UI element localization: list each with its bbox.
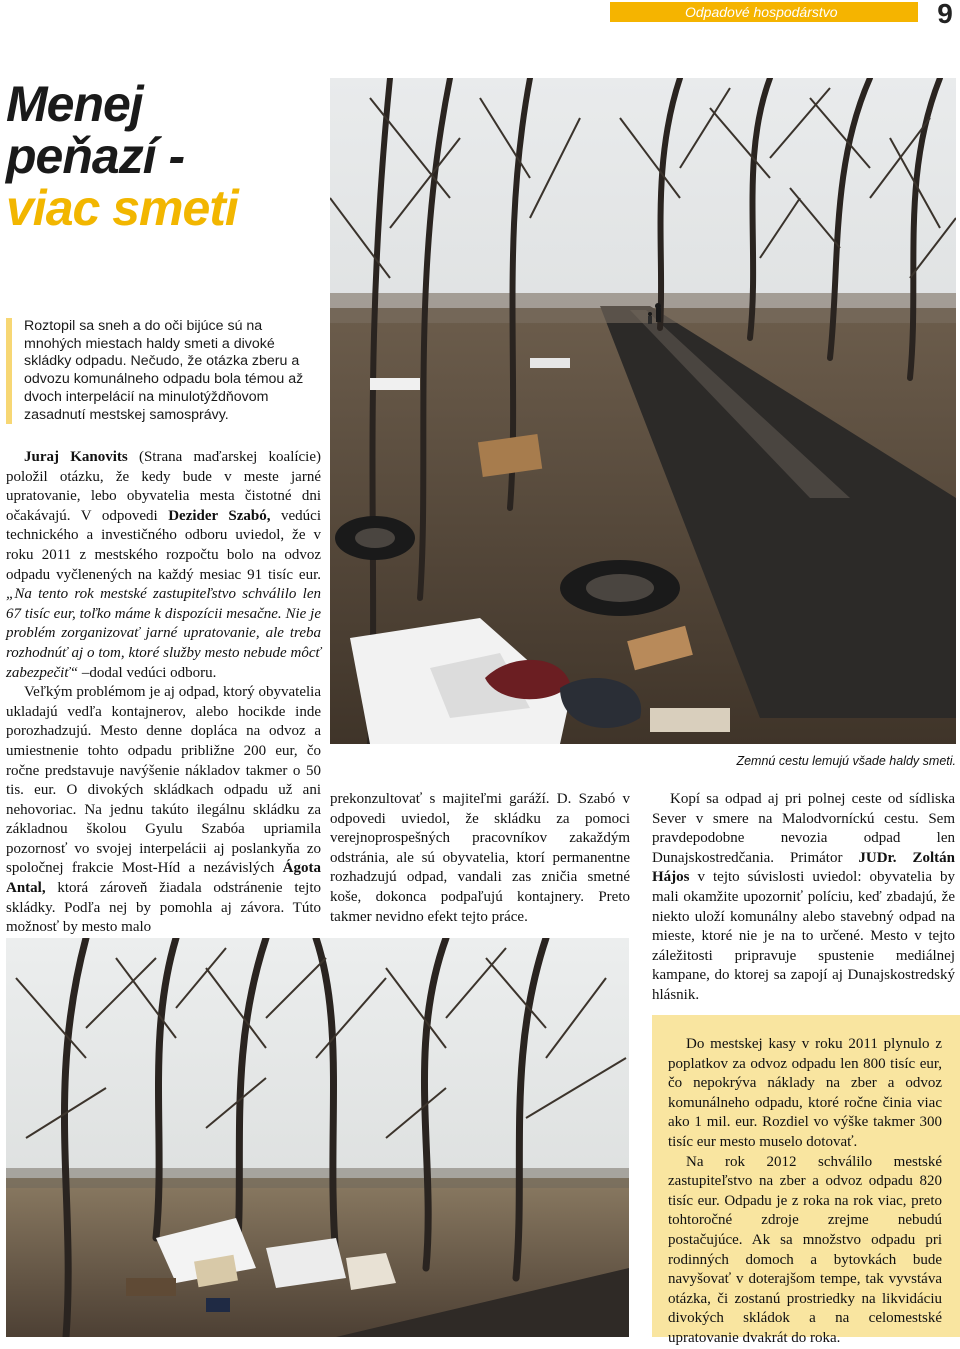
paragraph: prekonzultovať s majiteľmi garáží. D. Szabó v odpovedi uviedol, že skládku za pomoci verejnoprospešných pracovníkov zakaždým odstránia, ale sú obyvatelia, ktorí permanentne rozhadzujú odpad, vandali zas zničia smetné koše, dokonca podpaľujú kontajnery. Preto takmer nevidno efekt tejto práce.	[330, 791, 630, 925]
paragraph	[6, 448, 321, 683]
text-run: Kopí sa odpad aj pri polnej ceste od sídliska Sever v smere na Malodvorníckú cestu. Sem pravdepodobne nevozia odpad len Dunajskostredčania. Primátor	[652, 791, 955, 866]
info-box-text	[668, 1035, 942, 1349]
title-line-2: peňazí -	[6, 128, 185, 184]
section-header: Odpadové hospodárstvo	[610, 2, 918, 22]
page-number: 9	[937, 0, 953, 29]
info-box	[652, 1015, 960, 1346]
person-name: Dezider Szabó,	[168, 507, 271, 524]
title-line-3: viac smeti	[6, 180, 238, 236]
article-column-1	[6, 448, 321, 938]
person-name: JUDr. Zoltán Hájos	[652, 849, 955, 886]
lead-accent-bar	[6, 318, 12, 424]
photo-dirt-road-waste	[330, 78, 956, 744]
paragraph	[652, 790, 955, 1006]
paragraph	[6, 683, 321, 938]
text-run: v tejto súvislosti uviedol: obyvatelia by mali okamžite upozorniť políciu, keď zbadajú, že niekto uloží komunálny alebo stavebný odpad na mieste, ktoré nie je na to určené. Mesto v tejto záležitosti pripravuje spustenie mediálnej kampane, do ktorej sa zapojí aj Dunajskostredský hlásnik.	[652, 869, 955, 1003]
article-column-3	[652, 790, 955, 1006]
paragraph: Do mestskej kasy v roku 2011 plynulo z poplatkov za odvoz odpadu len 800 tisíc eur, čo nepokrýva náklady na zber a odvoz komunálneho odpadu, ktoré ročne činia viac ako 1 mil. eur. Rozdiel vo výške takmer 300 tisíc eur mesto muselo dotovať.	[668, 1036, 942, 1150]
text-run: (Strana maďarskej koalície) položil otázku, že kedy bude v meste jarné upratovanie, lebo obyvatelia mesta čistotné dni očakávajú. V odpovedi	[6, 449, 322, 524]
text-run: Veľkým problémom je aj odpad, ktorý obyvatelia ukladajú vedľa kontajnerov, alebo hocikde inde porozhadzujú. Mesto denne dopláca na odvoz a umiestnenie tohto odpadu približne 200 eur, čo ročne predstavuje navýšenie nákladov takmer o 50 tis. eur. O divokých skládkach odpadu už ani nehovoriac. Na jednu takúto ilegálnu skládku za základnou školou Gyulu Szabóa upriamila pozornosť vo svojej interpelácii aj poslankyňa zo spoločnej frakcie Most-Híd a nezávislých	[6, 684, 321, 877]
paragraph: Na rok 2012 schválilo mestské zastupiteľstvo na zber a odvoz odpadu 820 tisíc eur. Odpadu je z roka na rok viac, preto tohtoročné zdroje zrejme nebudú postačujúce. Ak sa množstvo odpadu pri rodinných domoch a bytovkách bude navyšovať v doterajšom tempe, tak vyvstáva otázka, či zostanú prostriedky na likvidáciu divokých skládok a na celomestské upratovanie dvakrát do roka.	[668, 1153, 942, 1346]
text-run: ktorá zároveň žiadala odstránenie tejto skládky. Podľa nej by pomohla aj závora. Túto možnosť by mesto malo	[6, 880, 321, 936]
photo-caption: Zemnú cestu lemujú všade haldy smeti.	[736, 754, 956, 768]
person-name: Juraj Kanovits	[24, 449, 128, 465]
article-title	[6, 78, 326, 234]
article-column-2	[330, 790, 630, 927]
person-name: Ágota Antal,	[6, 860, 321, 897]
article-lead: Roztopil sa sneh a do oči bijúce sú na mnohých miestach haldy smeti a divoké skládky odpadu. Nečudo, že otázka zberu a odvozu komunálneho odpadu bola témou až dvoch interpelácií na minulotýždňovom zasadnutí mestskej samosprávy.	[24, 318, 304, 423]
photo-illegal-dump	[6, 938, 629, 1337]
quote: „Na tento rok mestské zastupiteľstvo schválilo len 67 tisíc eur, toľko máme k dispozícii mesačne. Nie je problém zorganizovať jarné upratovanie, ale treba rozhodnúť aj o tom, ktoré služby mesto nebude môcť zabezpečiť“	[6, 586, 321, 681]
text-run: vedúci technického a investičného odboru uviedol, že v roku 2011 z mestského rozpočtu bolo na odvoz odpadu vyčlenených na každý mesiac 91 tisíc eur.	[6, 507, 322, 583]
text-run: –dodal vedúci odboru.	[78, 664, 217, 681]
title-line-1: Menej	[6, 76, 143, 132]
